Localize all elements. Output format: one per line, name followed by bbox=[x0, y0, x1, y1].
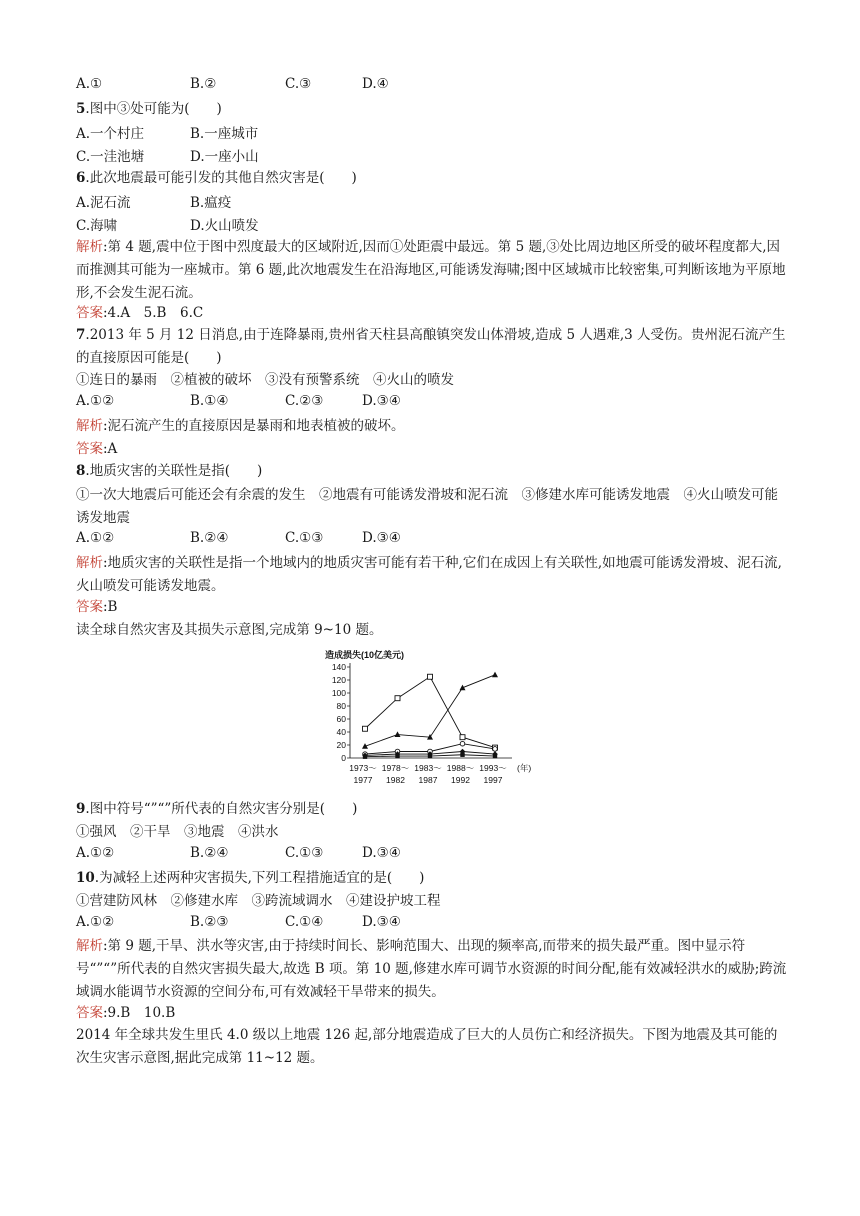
q5-stem: 5.图中③处可能为( ) bbox=[76, 101, 222, 117]
explanation-4-6: 解析:第 4 题,震中位于图中烈度最大的区域附近,因而①处距震中最远。第 5 题,③处比周边地区所受的破坏程度都大,因而推测其可能为一座城市。第 6 题,此次地震发生在沿海地区,可能诱发海啸;图中区域城市比较密集,可判断该地为平原地形,不会发生泥石流。 bbox=[76, 239, 786, 301]
q8-option-d: D.③④ bbox=[362, 530, 401, 546]
q8-option-b: B.②④ bbox=[190, 530, 229, 546]
answer-label: 答案 bbox=[76, 599, 103, 615]
q10-choices: ①营建防风林 ②修建水库 ③跨流域调水 ④建设护坡工程 bbox=[76, 893, 441, 909]
explanation-label: 解析 bbox=[76, 239, 103, 255]
q7-option-d: D.③④ bbox=[362, 393, 401, 409]
chart-x-tick-label: 1992 bbox=[451, 775, 470, 785]
chart-x-tick-label: 1983～ bbox=[414, 763, 442, 773]
intro-11-12: 2014 年全球共发生里氏 4.0 级以上地震 126 起,部分地震造成了巨大的人员伤亡和经济损失。下图为地震及其可能的次生灾害示意图,据此完成第 11~12 题。 bbox=[76, 1027, 778, 1066]
chart-point bbox=[395, 731, 401, 737]
chart-x-tick-label: 1982 bbox=[386, 775, 405, 785]
q6-option-a: A.泥石流 bbox=[76, 195, 131, 211]
q9-option-a: A.①② bbox=[76, 845, 115, 861]
chart-y-tick-label: 0 bbox=[341, 753, 346, 763]
q7-choices: ①连日的暴雨 ②植被的破坏 ③没有预警系统 ④火山的喷发 bbox=[76, 372, 454, 388]
q9-option-c: C.①③ bbox=[285, 845, 324, 861]
chart-point bbox=[428, 754, 432, 758]
q8-option-c: C.①③ bbox=[285, 530, 324, 546]
answer-label: 答案 bbox=[76, 1005, 103, 1021]
explanation-label: 解析 bbox=[76, 555, 103, 571]
q4-option-b: B.② bbox=[190, 76, 217, 92]
q5-option-d: D.一座小山 bbox=[190, 149, 259, 165]
q7-option-c: C.②③ bbox=[285, 393, 324, 409]
chart-point bbox=[363, 755, 367, 759]
answer-label: 答案 bbox=[76, 441, 103, 457]
answer-4-6: 答案:4.A 5.B 6.C bbox=[76, 305, 204, 321]
explanation-9-10: 解析:第 9 题,干旱、洪水等灾害,由于持续时间长、影响范围大、出现的频率高,而带来的损失最严重。图中显示符号“”“”所代表的自然灾害损失最大,故选 B 项。第 10 题,修建水库可调节水资源的时间分配,能有效减轻洪水的威胁;跨流域调水能调节水资源的空间分布,可有效减轻干旱带来的损失。 bbox=[76, 938, 787, 1000]
explanation-label: 解析 bbox=[76, 938, 103, 954]
q9-option-d: D.③④ bbox=[362, 845, 401, 861]
chart-y-tick-label: 100 bbox=[331, 688, 346, 698]
q9-stem: 9.图中符号“”“”所代表的自然灾害分别是( ) bbox=[76, 801, 358, 817]
disaster-loss-chart bbox=[320, 648, 540, 790]
answer-9-10: 答案:9.B 10.B bbox=[76, 1005, 176, 1021]
chart-point bbox=[492, 672, 498, 678]
chart-x-tick-label: 1973～ bbox=[349, 763, 377, 773]
answer-8: 答案:B bbox=[76, 599, 118, 615]
q9-choices: ①强风 ②干旱 ③地震 ④洪水 bbox=[76, 824, 279, 840]
q9-option-b: B.②④ bbox=[190, 845, 229, 861]
chart-point bbox=[493, 754, 497, 758]
q5-option-a: A.一个村庄 bbox=[76, 126, 145, 142]
chart-point bbox=[493, 747, 498, 752]
q7-option-b: B.①④ bbox=[190, 393, 229, 409]
chart-point bbox=[460, 753, 464, 757]
q6-option-c: C.海啸 bbox=[76, 218, 118, 234]
chart-x-tick-label: 1993～ bbox=[479, 763, 507, 773]
q10-option-b: B.②③ bbox=[190, 914, 229, 930]
chart-y-tick-label: 120 bbox=[331, 675, 346, 685]
intro-9-10: 读全球自然灾害及其损失示意图,完成第 9~10 题。 bbox=[76, 622, 383, 638]
answer-label: 答案 bbox=[76, 305, 103, 321]
explanation-8: 解析:地质灾害的关联性是指一个地域内的地质灾害可能有若干种,它们在成因上有关联性,如地震可能诱发滑坡、泥石流,火山喷发可能诱发地震。 bbox=[76, 555, 782, 594]
chart-y-tick-label: 60 bbox=[336, 714, 346, 724]
chart-svg bbox=[320, 648, 540, 790]
chart-x-tick-label: 1997 bbox=[483, 775, 503, 785]
q8-option-a: A.①② bbox=[76, 530, 115, 546]
chart-point bbox=[363, 726, 368, 731]
chart-y-tick-label: 140 bbox=[331, 662, 346, 672]
chart-point bbox=[395, 696, 400, 701]
chart-x-tick-label: 1988～ bbox=[446, 763, 475, 773]
chart-y-tick-label: 40 bbox=[336, 727, 346, 737]
q10-option-d: D.③④ bbox=[362, 914, 401, 930]
q5-option-c: C.一洼池塘 bbox=[76, 149, 145, 165]
q7-stem: 7.2013 年 5 月 12 日消息,由于连降暴雨,贵州省天柱县高酿镇突发山体滑坡,造成 5 人遇难,3 人受伤。贵州泥石流产生的直接原因可能是( ) bbox=[76, 327, 786, 366]
q6-option-b: B.瘟疫 bbox=[190, 195, 232, 211]
q6-stem: 6.此次地震最可能引发的其他自然灾害是( ) bbox=[76, 170, 357, 186]
q4-option-c: C.③ bbox=[285, 76, 312, 92]
explanation-label: 解析 bbox=[76, 418, 103, 434]
q10-option-c: C.①④ bbox=[285, 914, 324, 930]
chart-x-tick-label: 1978～ bbox=[381, 763, 410, 773]
explanation-7: 解析:泥石流产生的直接原因是暴雨和地表植被的破坏。 bbox=[76, 418, 405, 434]
answer-7: 答案:A bbox=[76, 441, 118, 457]
q8-choices: ①一次大地震后可能还会有余震的发生 ②地震有可能诱发滑坡和泥石流 ③修建水库可能诱发地震 ④火山喷发可能诱发地震 bbox=[76, 487, 778, 526]
q4-option-d: D.④ bbox=[362, 76, 389, 92]
chart-y-tick-label: 80 bbox=[336, 701, 346, 711]
chart-point bbox=[395, 754, 399, 758]
chart-point bbox=[428, 674, 433, 679]
q8-stem: 8.地质灾害的关联性是指( ) bbox=[76, 463, 263, 479]
chart-ylabel: 造成损失(10亿美元) bbox=[325, 650, 405, 660]
q6-option-d: D.火山喷发 bbox=[190, 218, 259, 234]
chart-x-tick-label: 1987 bbox=[418, 775, 438, 785]
q4-option-a: A.① bbox=[76, 76, 103, 92]
chart-x-tick-label: 1977 bbox=[353, 775, 373, 785]
q10-stem: 10.为减轻上述两种灾害损失,下列工程措施适宜的是( ) bbox=[76, 870, 425, 886]
chart-xlabel: (年) bbox=[517, 763, 532, 773]
chart-point bbox=[460, 735, 465, 740]
q10-option-a: A.①② bbox=[76, 914, 115, 930]
chart-point bbox=[460, 741, 465, 746]
q5-option-b: B.一座城市 bbox=[190, 126, 259, 142]
chart-y-tick-label: 20 bbox=[336, 740, 346, 750]
q7-option-a: A.①② bbox=[76, 393, 115, 409]
